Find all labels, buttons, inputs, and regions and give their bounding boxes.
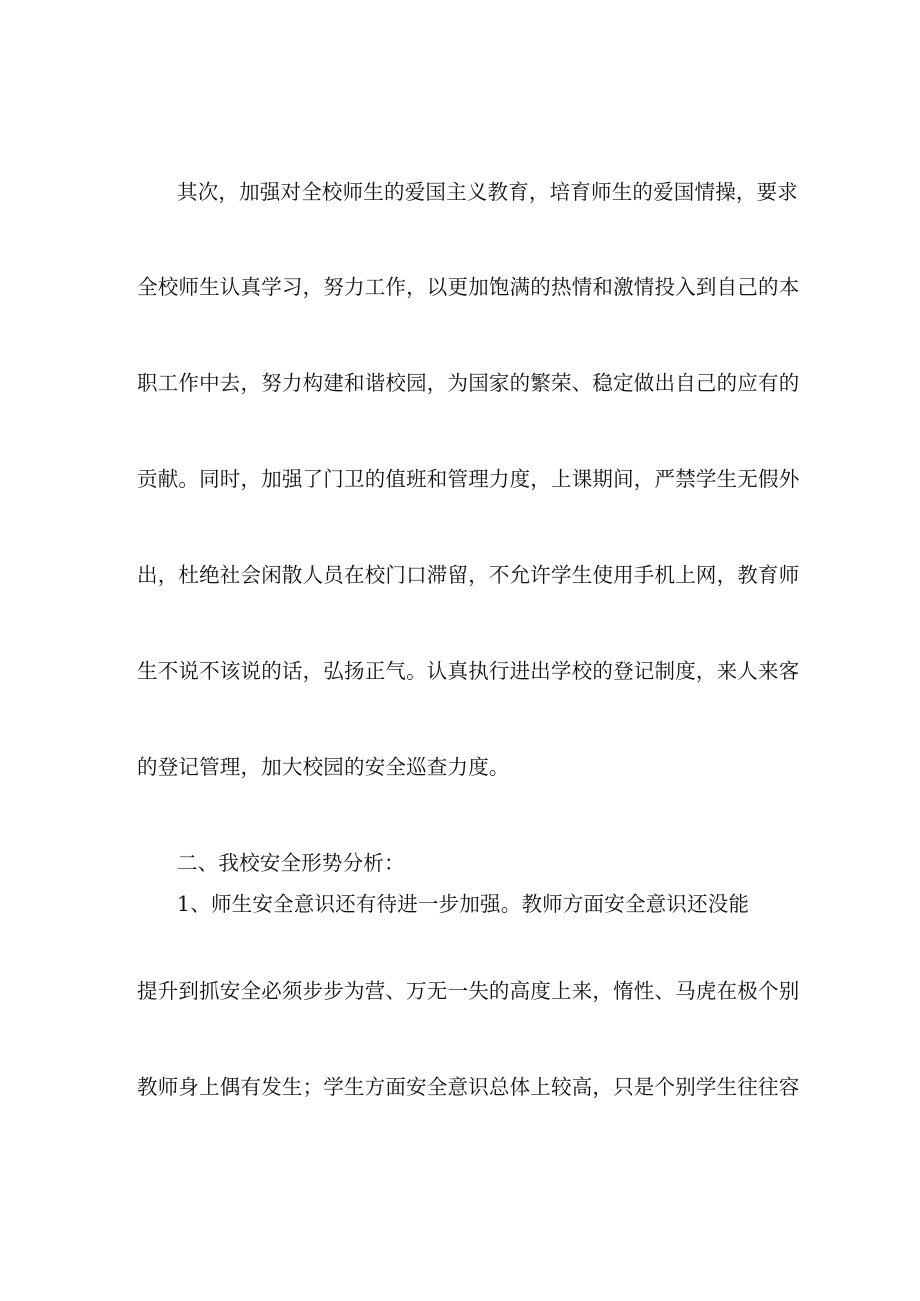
paragraph-2-line-1: 1、师生安全意识还有待进一步加强。教师方面安全意识还没能 bbox=[177, 892, 750, 916]
paragraph-1-line-4: 贡献。同时，加强了门卫的值班和管理力度，上课期间，严禁学生无假外 bbox=[137, 467, 800, 491]
paragraph-1-line-3: 职工作中去，努力构建和谐校园，为国家的繁荣、稳定做出自己的应有的 bbox=[137, 371, 800, 395]
paragraph-1-line-2: 全校师生认真学习，努力工作，以更加饱满的热情和激情投入到自己的本 bbox=[137, 275, 800, 299]
paragraph-1-line-1: 其次，加强对全校师生的爱国主义教育，培育师生的爱国情操，要求 bbox=[177, 180, 798, 204]
section-heading: 二、我校安全形势分析： bbox=[177, 851, 405, 875]
paragraph-1-line-7: 的登记管理，加大校园的安全巡查力度。 bbox=[137, 755, 510, 779]
paragraph-1-line-6: 生不说不该说的话，弘扬正气。认真执行进出学校的登记制度，来人来客 bbox=[137, 659, 800, 683]
paragraph-1-line-5: 出，杜绝社会闲散人员在校门口滞留，不允许学生使用手机上网，教育师 bbox=[137, 563, 800, 587]
paragraph-2-line-3: 教师身上偶有发生；学生方面安全意识总体上较高，只是个别学生往往容 bbox=[137, 1075, 800, 1099]
paragraph-2-line-2: 提升到抓安全必须步步为营、万无一失的高度上来，惰性、马虎在极个别 bbox=[137, 979, 800, 1003]
